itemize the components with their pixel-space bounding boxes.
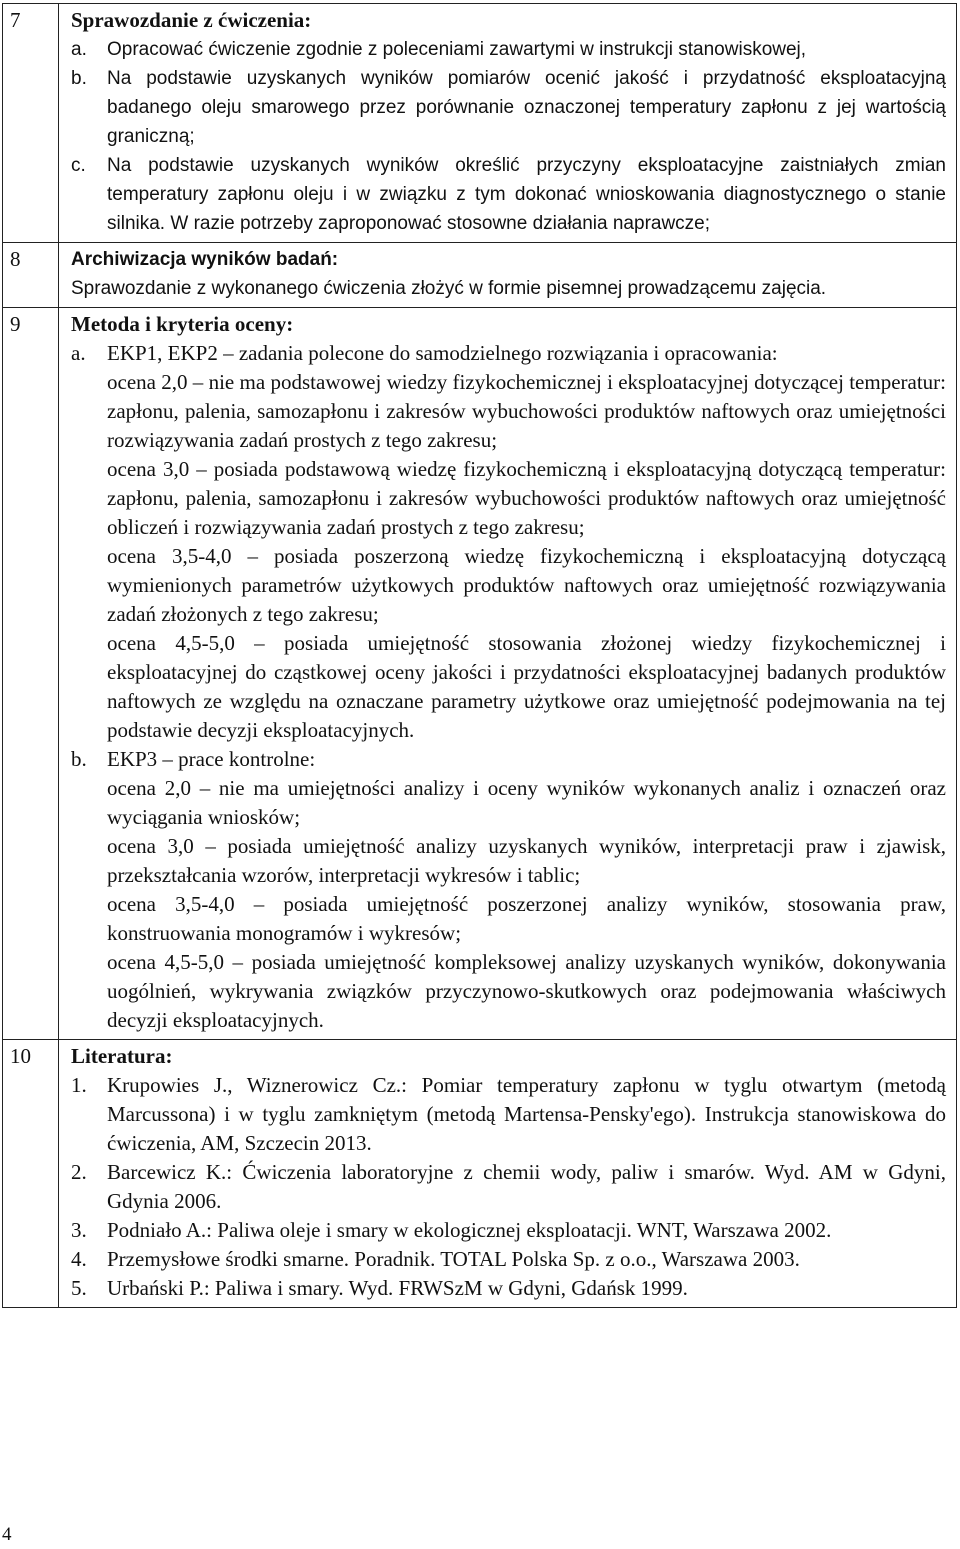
section-title: Sprawozdanie z ćwiczenia: — [71, 8, 312, 32]
section-10-row — [3, 1040, 957, 1308]
list-item — [71, 339, 946, 368]
list-item — [71, 64, 946, 151]
section-9-row — [3, 308, 957, 1040]
document-table — [2, 3, 957, 1308]
item-text: Krupowies J., Wiznerowicz Cz.: Pomiar temperatury zapłonu w tyglu otwartym (metodą Marcussona) i w tyglu zamkniętym (metodą Martensa-Pensky'ego). Instrukcja stanowiskowa do ćwiczenia, AM, Szczecin 2013. — [107, 1073, 946, 1155]
item-text: Urbański P.: Paliwa i smary. Wyd. FRWSzM w Gdyni, Gdańsk 1999. — [107, 1276, 688, 1300]
item-text: Przemysłowe środki smarne. Poradnik. TOTAL Polska Sp. z o.o., Warszawa 2003. — [107, 1247, 800, 1271]
section-8-row — [3, 243, 957, 308]
item-label: 2. — [71, 1160, 87, 1184]
grade-text: ocena 3,5-4,0 – posiada umiejętność poszerzonej analizy wyników, stosowania praw, konstruowania monogramów i wykresów; — [107, 892, 946, 945]
section-title: Archiwizacja wyników badań: — [71, 249, 339, 270]
reference-item — [71, 1274, 946, 1303]
section-7-content — [59, 4, 957, 243]
section-title: Literatura: — [71, 1044, 173, 1068]
item-label: b. — [71, 747, 87, 771]
grade-text: ocena 4,5-5,0 – posiada umiejętność stosowania złożonej wiedzy fizykochemicznej i eksploatacyjnej do cząstkowej oceny jakości i przydatności eksploatacyjnej badanych produktów naftowych ze względu na oznaczane parametry użytkowe oraz umiejętność podejmowania na tej podstawie decyzji eksploatacyjnych. — [107, 631, 946, 742]
item-text: EKP1, EKP2 – zadania polecone do samodzielnego rozwiązania i opracowania: — [107, 341, 778, 365]
section-number: 10 — [3, 1040, 59, 1308]
section-number: 9 — [3, 308, 59, 1040]
reference-item — [71, 1245, 946, 1274]
grade-text: ocena 4,5-5,0 – posiada umiejętność kompleksowej analizy uzyskanych wyników, dokonywania uogólnień, wykrywania związków przyczynowo-skutkowych oraz podejmowania właściwych decyzji eksploatacyjnych. — [107, 950, 946, 1032]
item-label: b. — [71, 68, 87, 89]
item-text: Podniało A.: Paliwa oleje i smary w ekologicznej eksploatacji. WNT, Warszawa 2002. — [107, 1218, 832, 1242]
section-9-content — [59, 308, 957, 1040]
section-text: Sprawozdanie z wykonanego ćwiczenia złożyć w formie pisemnej prowadzącemu zajęcia. — [71, 278, 827, 299]
section-number: 8 — [3, 243, 59, 308]
grade-text: ocena 3,0 – posiada umiejętność analizy uzyskanych wyników, interpretacji praw i zjawisk, przekształcania wzorów, interpretacji wykresów i tablic; — [107, 834, 946, 887]
section-10-content — [59, 1040, 957, 1308]
item-label: c. — [71, 155, 86, 176]
reference-item — [71, 1158, 946, 1216]
reference-item — [71, 1071, 946, 1158]
grade-text: ocena 3,5-4,0 – posiada poszerzoną wiedzę fizykochemiczną i eksploatacyjną dotyczącą wymienionych parametrów użytkowych produktów naftowych oraz umiejętność rozwiązywania zadań złożonych z tego zakresu; — [107, 544, 946, 626]
item-label: 1. — [71, 1073, 87, 1097]
page-number: 4 — [2, 1524, 12, 1545]
item-text: Na podstawie uzyskanych wyników pomiarów ocenić jakość i przydatność eksploatacyjną badanego oleju smarowego przez porównanie oznaczonej temperatury zapłonu z jej wartością graniczną; — [107, 68, 946, 147]
item-label: 5. — [71, 1276, 87, 1300]
section-number: 7 — [3, 4, 59, 243]
grade-text: ocena 3,0 – posiada podstawową wiedzę fizykochemiczną i eksploatacyjną dotyczącą temperatur: zapłonu, palenia, samozapłonu i zakresów wybuchowości produktów naftowych oraz umiejętność obliczeń i rozwiązywania zadań prostych z tego zakresu; — [107, 457, 946, 539]
reference-item — [71, 1216, 946, 1245]
list-item — [71, 35, 946, 64]
item-text: Opracować ćwiczenie zgodnie z poleceniami zawartymi w instrukcji stanowiskowej, — [107, 39, 807, 60]
item-label: a. — [71, 39, 87, 60]
list-item — [71, 745, 946, 774]
item-label: 3. — [71, 1218, 87, 1242]
section-7-row — [3, 4, 957, 243]
section-title: Metoda i kryteria oceny: — [71, 312, 294, 336]
list-item — [71, 151, 946, 238]
item-text: Barcewicz K.: Ćwiczenia laboratoryjne z chemii wody, paliw i smarów. Wyd. AM w Gdyni, Gdynia 2006. — [107, 1160, 946, 1213]
item-text: Na podstawie uzyskanych wyników określić przyczyny eksploatacyjne zaistniałych zmian temperatury zapłonu oleju i w związku z tym dokonać wnioskowania diagnostycznego o stanie silnika. W razie potrzeby zaproponować stosowne działania naprawcze; — [107, 155, 946, 234]
grade-text: ocena 2,0 – nie ma podstawowej wiedzy fizykochemicznej i eksploatacyjnej dotyczącej temperatur: zapłonu, palenia, samozapłonu i zakresów wybuchowości produktów naftowych oraz umiejętności rozwiązywania zadań prostych z tego zakresu; — [107, 370, 946, 452]
item-label: a. — [71, 341, 86, 365]
section-8-content — [59, 243, 957, 308]
item-label: 4. — [71, 1247, 87, 1271]
grade-text: ocena 2,0 – nie ma umiejętności analizy i oceny wyników wykonanych analiz i oznaczeń oraz wyciągania wniosków; — [107, 776, 946, 829]
item-text: EKP3 – prace kontrolne: — [107, 747, 316, 771]
